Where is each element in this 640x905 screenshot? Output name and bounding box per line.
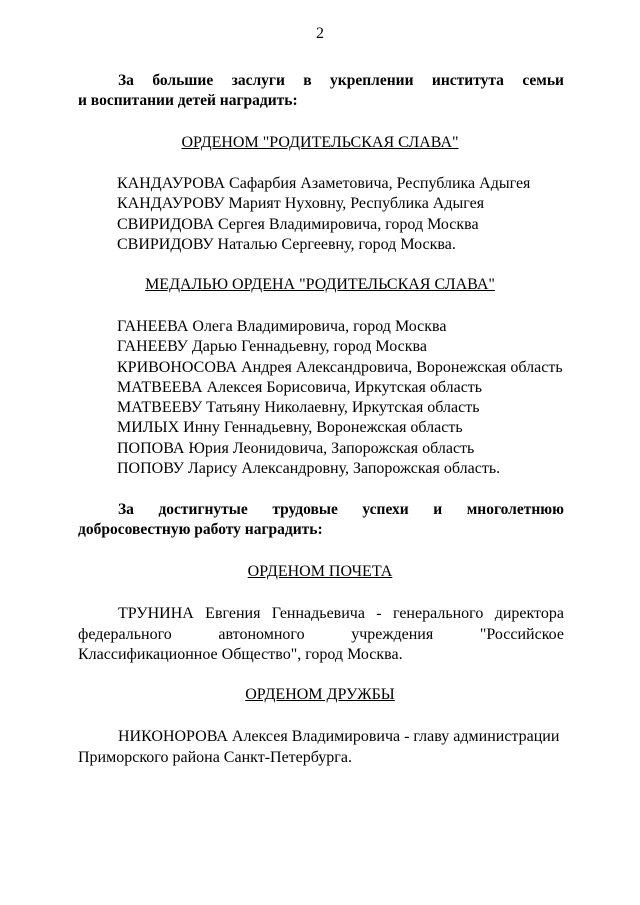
order-parental-glory-heading: ОРДЕНОМ "РОДИТЕЛЬСКАЯ СЛАВА" (181, 134, 459, 151)
section3-intro-line1 (78, 500, 564, 520)
word: За (118, 72, 134, 89)
list-item: ГАНЕЕВУ Дарью Геннадьевну, город Москва (117, 338, 427, 356)
word: - (376, 605, 382, 622)
word: семьи (522, 72, 564, 89)
section1-intro-line1 (78, 71, 564, 91)
page-number: 2 (316, 25, 324, 42)
word: достигнутые (158, 501, 248, 518)
list-item: ПОПОВА Юрия Леонидовича, Запорожская область (117, 439, 475, 457)
word: успехи (362, 501, 409, 518)
section4-paragraph (78, 727, 564, 768)
word: укреплении (330, 72, 414, 89)
word: и (433, 501, 443, 518)
section2-names-list (117, 317, 563, 479)
word: учреждения (351, 625, 434, 643)
word: федерального (78, 625, 172, 643)
order-of-honor-heading: ОРДЕНОМ ПОЧЕТА (247, 563, 393, 580)
word: ТРУНИНА (118, 605, 194, 622)
section3-intro (78, 500, 564, 540)
section3-intro-line2: добросовестную работу наградить: (78, 521, 323, 538)
word: заслуги (231, 72, 285, 89)
section3-para-line1 (78, 604, 564, 625)
word: За (118, 501, 134, 518)
list-item: КАНДАУРОВА Сафарбия Азаметовича, Республика Адыгея (117, 175, 531, 192)
section3-para-line2 (78, 625, 564, 646)
list-item: СВИРИДОВА Сергея Владимировича, город Москва (117, 215, 479, 233)
word: института (431, 72, 504, 89)
order-of-friendship-heading: ОРДЕНОМ ДРУЖБЫ (245, 686, 395, 703)
section1-names-list (117, 174, 530, 255)
word: большие (152, 72, 214, 89)
word: "Российское (479, 625, 564, 643)
section1-intro-line2: и воспитании детей наградить: (78, 92, 298, 109)
word: директора (494, 605, 564, 622)
list-item: МАТВЕЕВА Алексея Борисовича, Иркутская область (117, 378, 483, 396)
section3-paragraph (78, 604, 564, 666)
list-item: МАТВЕЕВУ Татьяну Николаевну, Иркутская область (117, 399, 480, 417)
word: многолетнюю (466, 501, 564, 518)
section4-para-line2: Приморского района Санкт-Петербурга. (78, 748, 352, 766)
section4-para-line1: НИКОНОРОВА Алексея Владимировича - главу администрации (118, 728, 560, 745)
medal-parental-glory-heading: МЕДАЛЬЮ ОРДЕНА "РОДИТЕЛЬСКАЯ СЛАВА" (145, 276, 495, 293)
list-item: КРИВОНОСОВА Андрея Александровича, Воронежская область (117, 358, 563, 376)
word: Евгения (205, 605, 261, 622)
list-item: СВИРИДОВУ Наталью Сергеевну, город Москва. (117, 235, 456, 253)
list-item: ГАНЕЕВА Олега Владимировича, город Москва (117, 318, 447, 335)
word: трудовые (272, 501, 338, 518)
word: в (303, 72, 312, 89)
word: генерального (392, 605, 484, 622)
list-item: КАНДАУРОВУ Марият Нуховну, Республика Адыгея (117, 195, 485, 213)
section3-para-line3: Классификационное Общество", город Москва. (78, 646, 403, 663)
list-item: ПОПОВУ Ларису Александровну, Запорожская область. (117, 460, 501, 478)
word: Геннадьевича (271, 605, 365, 622)
list-item: МИЛЫХ Инну Геннадьевну, Воронежская область (117, 419, 463, 437)
word: автономного (218, 625, 305, 643)
section1-intro (78, 71, 564, 111)
